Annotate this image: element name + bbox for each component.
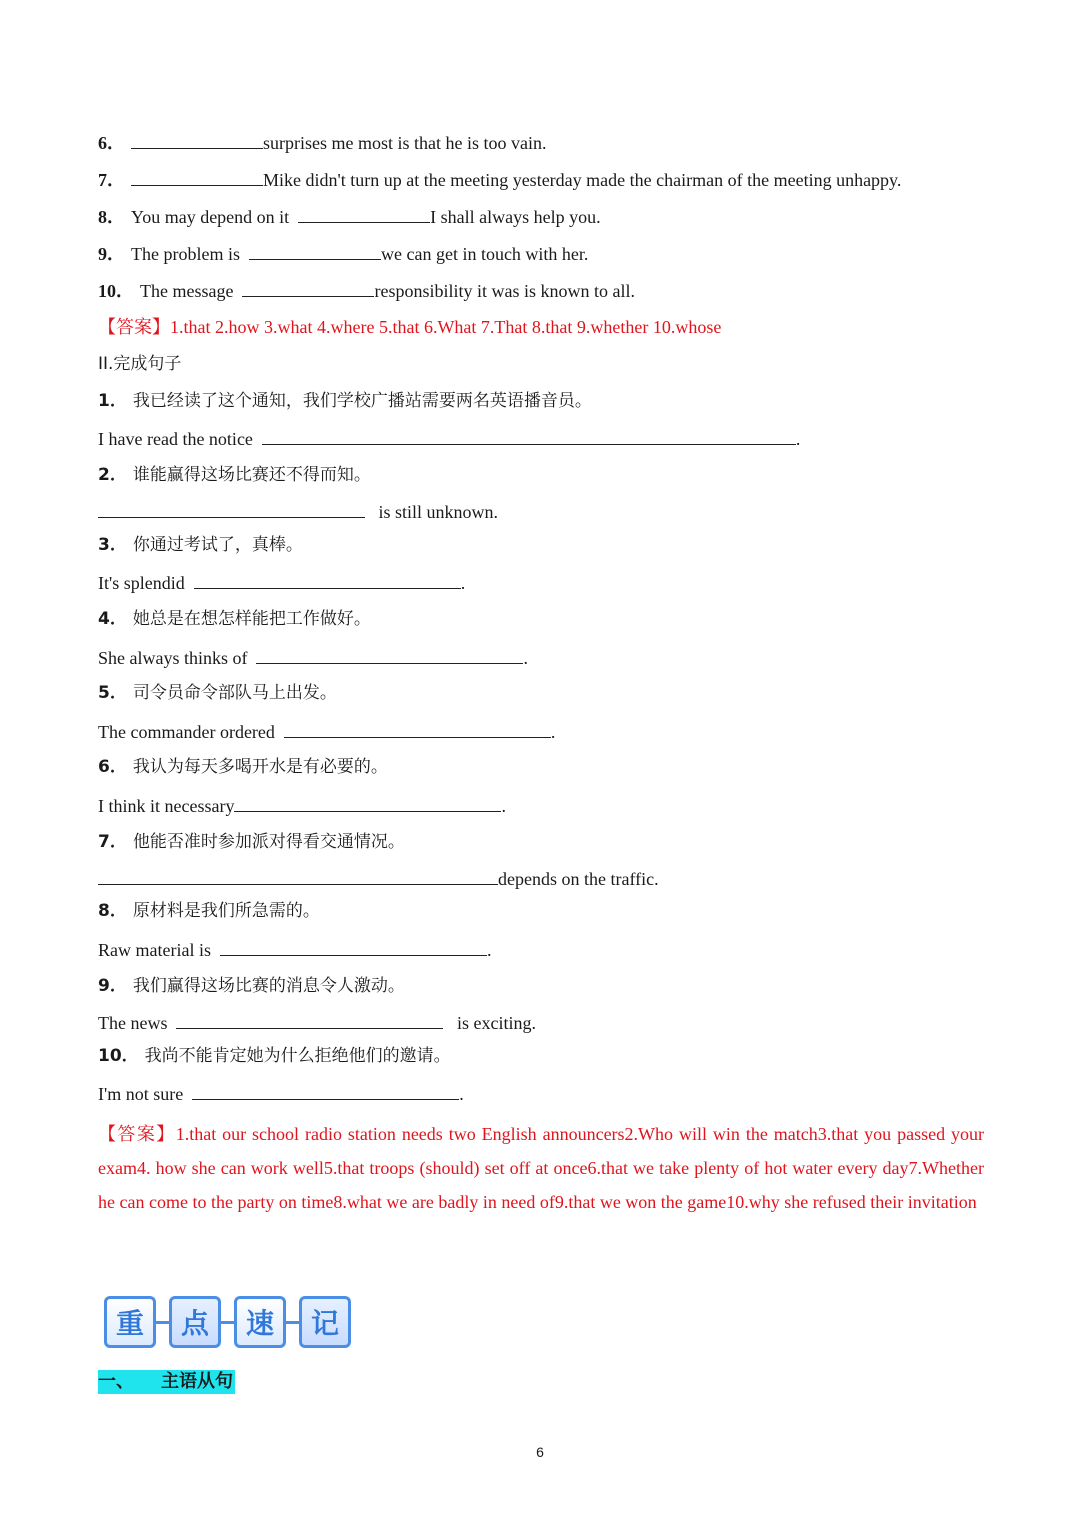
sentence-cn-3: [98, 533, 303, 557]
item-number: 6．: [98, 133, 125, 153]
item-number: 7．: [98, 170, 125, 190]
answer-blank[interactable]: [192, 1081, 459, 1100]
badge-char: 记: [299, 1296, 351, 1348]
answer-blank[interactable]: [256, 645, 523, 664]
chinese-prompt: 她总是在想怎样能把工作做好。: [132, 609, 371, 629]
badge-connector: [156, 1321, 169, 1324]
page-number: 6: [536, 1444, 544, 1460]
item-text: Mike didn't turn up at the meeting yesterday made the chairman of the meeting unhappy.: [263, 170, 902, 190]
answer-blank[interactable]: [131, 130, 263, 149]
english-post: .: [501, 796, 506, 816]
badge-char: 点: [169, 1296, 221, 1348]
english-pre: She always thinks of: [98, 648, 248, 668]
answer-blank[interactable]: [176, 1010, 443, 1029]
badge-char: 重: [104, 1296, 156, 1348]
section-heading: 一、 主语从句: [98, 1371, 233, 1392]
sentence-en-1: [98, 426, 800, 451]
answer-blank[interactable]: [220, 937, 487, 956]
sentence-cn-4: [98, 607, 371, 631]
sentence-cn-2: [98, 463, 371, 487]
english-pre: I think it necessary: [98, 796, 235, 816]
answer-blank[interactable]: [98, 866, 498, 885]
english-post: .: [795, 429, 801, 449]
item-number: 8．: [98, 207, 125, 227]
answer-blank[interactable]: [98, 499, 365, 518]
exercise-item-8: [98, 204, 601, 229]
answer-blank[interactable]: [298, 204, 430, 223]
sentence-cn-10: [98, 1044, 451, 1068]
item-number: 1．: [98, 391, 127, 411]
sentence-en-6: [98, 793, 506, 818]
sentence-cn-1: [98, 389, 592, 413]
badge-char: 速: [234, 1296, 286, 1348]
english-post: .: [523, 648, 528, 668]
english-pre: I have read the notice: [98, 429, 253, 449]
item-number: 9．: [98, 976, 127, 996]
chinese-prompt: 他能否准时参加派对得看交通情况。: [132, 832, 405, 852]
item-number: 5．: [98, 683, 127, 703]
item-text: surprises me most is that he is too vain.: [263, 133, 547, 153]
answer-blank[interactable]: [249, 241, 381, 260]
exercise-item-6: [98, 130, 546, 155]
english-post: depends on the traffic.: [498, 869, 659, 889]
english-pre: It's splendid: [98, 573, 185, 593]
item-text: responsibility it was is known to all.: [374, 281, 635, 301]
chinese-prompt: 司令员命令部队马上出发。: [132, 683, 337, 703]
english-post: .: [486, 940, 492, 960]
english-pre: The news: [98, 1013, 168, 1033]
exercise-item-10: [98, 278, 635, 303]
badge-connector: [286, 1321, 299, 1324]
item-text-pre: You may depend on it: [131, 207, 290, 227]
english-pre: Raw material is: [98, 940, 211, 960]
sentence-cn-9: [98, 974, 405, 998]
chinese-prompt: 谁能赢得这场比赛还不得而知。: [132, 465, 371, 485]
item-number: 6．: [98, 757, 127, 777]
answer-blank[interactable]: [242, 278, 374, 297]
sentence-en-4: [98, 645, 528, 670]
item-text: we can get in touch with her.: [380, 244, 589, 264]
sentence-en-9: [98, 1010, 536, 1035]
item-number: 10．: [98, 281, 134, 301]
english-post: .: [460, 573, 466, 593]
sentence-en-3: [98, 570, 465, 595]
answer-blank[interactable]: [284, 719, 551, 738]
item-text-pre: The message: [140, 281, 234, 301]
item-number: 10．: [98, 1046, 139, 1066]
item-number: 8．: [98, 901, 127, 921]
answer-key-part1: 【答案】1.that 2.how 3.what 4.where 5.that 6.What 7.That 8.that 9.whether 10.whose: [98, 317, 722, 337]
section-title: II.完成句子: [98, 354, 182, 374]
item-number: 7．: [98, 832, 127, 852]
answer-blank[interactable]: [194, 570, 461, 589]
sentence-cn-8: [98, 899, 320, 923]
item-number: 3．: [98, 535, 127, 555]
sentence-cn-5: [98, 681, 337, 705]
sentence-en-5: [98, 719, 555, 744]
chinese-prompt: 我认为每天多喝开水是有必要的。: [132, 757, 388, 777]
chinese-prompt: 我已经读了这个通知，我们学校广播站需要两名英语播音员。: [132, 391, 592, 411]
sentence-cn-6: [98, 755, 388, 779]
item-number: 4．: [98, 609, 127, 629]
english-post: is still unknown.: [378, 502, 499, 522]
item-number: 2．: [98, 465, 127, 485]
english-post: .: [459, 1084, 464, 1104]
english-post: is exciting.: [456, 1013, 536, 1033]
sentence-en-2: [98, 499, 498, 524]
badge-connector: [221, 1321, 234, 1324]
exercise-item-9: [98, 241, 588, 266]
item-number: 9．: [98, 244, 125, 264]
answer-blank[interactable]: [234, 793, 501, 812]
answer-key-part2: 【答案】1.that our school radio station needs two English announcers2.Who will win the match3.that you passed your exam4. how she can work well5.that troops (should) set off at once6.that we take plenty of hot water every day7.Whether he can come to the party on time8.what we are badly in need of9.that we won the game10.why she refused their invitation: [98, 1124, 984, 1212]
answer-blank[interactable]: [262, 426, 796, 445]
chinese-prompt: 你通过考试了，真棒。: [132, 535, 303, 555]
english-pre: The commander ordered: [98, 722, 275, 742]
chinese-prompt: 我尚不能肯定她为什么拒绝他们的邀请。: [144, 1046, 451, 1066]
sentence-en-8: [98, 937, 491, 962]
english-post: .: [550, 722, 556, 742]
sentence-en-10: [98, 1081, 464, 1106]
item-text: I shall always help you.: [430, 207, 601, 227]
english-pre: I'm not sure: [98, 1084, 184, 1104]
exercise-item-7: [98, 167, 901, 192]
item-text-pre: The problem is: [131, 244, 240, 264]
sentence-en-7: [98, 866, 659, 891]
key-points-badge: [104, 1292, 351, 1352]
answer-blank[interactable]: [131, 167, 263, 186]
sentence-cn-7: [98, 830, 405, 854]
chinese-prompt: 我们赢得这场比赛的消息令人激动。: [132, 976, 405, 996]
chinese-prompt: 原材料是我们所急需的。: [132, 901, 320, 921]
